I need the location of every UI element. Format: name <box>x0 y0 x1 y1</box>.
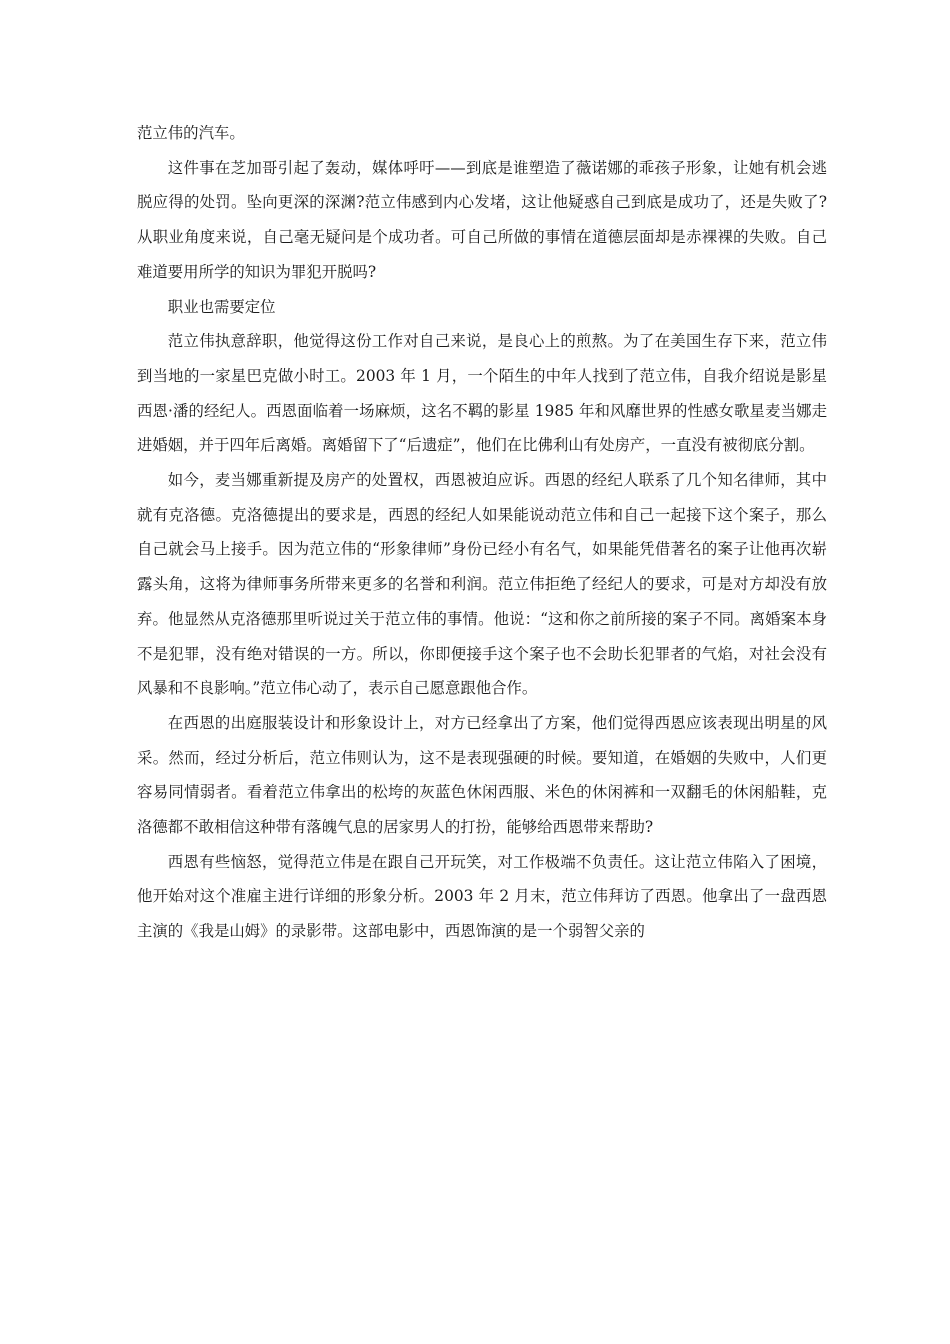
paragraph: 范立伟执意辞职，他觉得这份工作对自己来说，是良心上的煎熬。为了在美国生存下来，范立伟到当地的一家星巴克做小时工。2003 年 1 月，一个陌生的中年人找到了范立伟，自我介绍说是影星西恩·潘的经纪人。西恩面临着一场麻烦，这名不羁的影星 1985 年和风靡世界的性感女歌星麦当娜走进婚姻，并于四年后离婚。离婚留下了“后遗症”，他们在比佛利山有处房产，一直没有被彻底分割。 <box>137 332 827 455</box>
paragraph: 西恩有些恼怒，觉得范立伟是在跟自己开玩笑，对工作极端不负责任。这让范立伟陷入了困境，他开始对这个准雇主进行详细的形象分析。2003 年 2 月末，范立伟拜访了西恩。他拿出了一盘西恩主演的《我是山姆》的录影带。这部电影中，西恩饰演的是一个弱智父亲的 <box>137 852 827 941</box>
section-heading: 职业也需要定位 <box>167 297 276 316</box>
paragraph: 这件事在芝加哥引起了轰动，媒体呼吁——到底是谁塑造了薇诺娜的乖孩子形象，让她有机会逃脱应得的处罚。坠向更深的深渊?范立伟感到内心发堵，这让他疑惑自己到底是成功了，还是失败了?从职业角度来说，自己毫无疑问是个成功者。可自己所做的事情在道德层面却是赤裸裸的失败。自己难道要用所学的知识为罪犯开脱吗? <box>137 158 827 281</box>
paragraph: 在西恩的出庭服装设计和形象设计上，对方已经拿出了方案，他们觉得西恩应该表现出明星的风采。然而，经过分析后，范立伟则认为，这不是表现强硬的时候。要知道，在婚姻的失败中，人们更容易同情弱者。看着范立伟拿出的松垮的灰蓝色休闲西服、米色的休闲裤和一双翻毛的休闲船鞋，克洛德都不敢相信这种带有落魄气息的居家男人的打扮，能够给西恩带来帮助? <box>137 713 827 837</box>
article-body <box>137 116 827 949</box>
paragraph-continuation: 范立伟的汽车。 <box>137 124 245 142</box>
paragraph: 如今，麦当娜重新提及房产的处置权，西恩被迫应诉。西恩的经纪人联系了几个知名律师，其中就有克洛德。克洛德提出的要求是，西恩的经纪人如果能说动范立伟和自己一起接下这个案子，那么自己就会马上接手。因为范立伟的“形象律师”身份已经小有名气，如果能凭借著名的案子让他再次崭露头角，这将为律师事务所带来更多的名誉和利润。范立伟拒绝了经纪人的要求，可是对方却没有放弃。他显然从克洛德那里听说过关于范立伟的事情。他说：“这和你之前所接的案子不同。离婚案本身不是犯罪，没有绝对错误的一方。所以，你即便接手这个案子也不会助长犯罪者的气焰，对社会没有风暴和不良影响。”范立伟心动了，表示自己愿意跟他合作。 <box>137 471 827 698</box>
